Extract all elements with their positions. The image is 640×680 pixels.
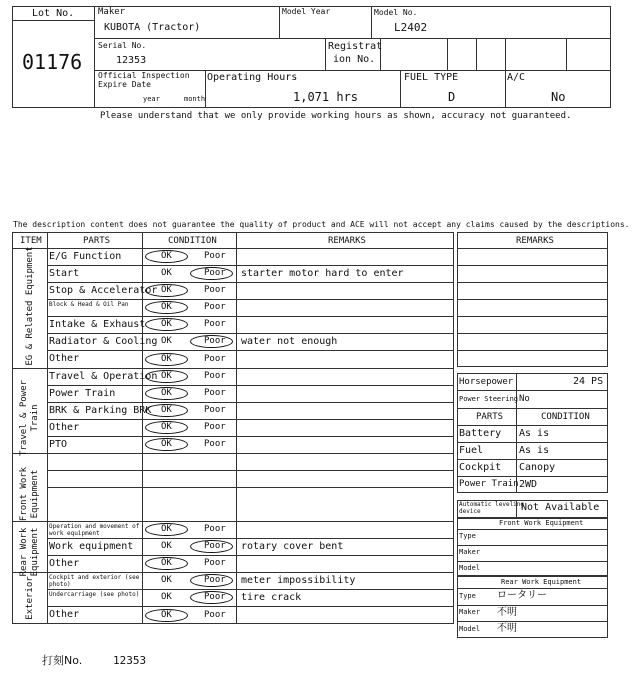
spec-item-value: 2WD <box>519 479 538 490</box>
row-part-label: Work equipment <box>49 541 134 552</box>
spec-item-label: Fuel <box>459 445 484 456</box>
ok-selected-circle <box>145 370 188 383</box>
stamp-value: 12353 <box>113 654 147 667</box>
registration-label-1: Registrat <box>328 41 383 52</box>
spec-item-label: Cockpit <box>459 462 502 473</box>
table-row <box>47 589 454 606</box>
condition-poor-option: Poor <box>204 268 226 278</box>
group-exterior-label: Exterior <box>25 576 35 620</box>
poor-selected-circle <box>190 591 233 604</box>
auto-level-value: Not Available <box>521 502 600 513</box>
table-row <box>47 368 454 385</box>
model-no-value: L2402 <box>394 21 428 34</box>
row-part-label: PTO <box>49 439 68 450</box>
ok-selected-circle <box>145 353 188 366</box>
spec-parts-header: PARTS <box>476 412 504 422</box>
table-row <box>47 248 454 265</box>
table-row <box>47 470 454 487</box>
month-label: month <box>184 95 206 103</box>
stamp-label: 打刻No. <box>42 654 83 667</box>
condition-poor-option: Poor <box>204 371 226 381</box>
table-row <box>47 385 454 402</box>
row-part-label: Radiator & Cooling <box>49 336 158 347</box>
row-remark: tire crack <box>241 592 302 603</box>
right-remarks-title: REMARKS <box>516 236 554 246</box>
condition-ok-option: OK <box>161 575 172 585</box>
row-part-label: Intake & Exhaust <box>49 319 146 330</box>
serial-value: 12353 <box>116 55 147 66</box>
ok-selected-circle <box>145 523 188 536</box>
rear-type-label: Type <box>459 592 476 600</box>
lot-label: Lot No. <box>32 8 75 19</box>
poor-selected-circle <box>190 267 233 280</box>
poor-selected-circle <box>190 540 233 553</box>
rear-maker-value: 不明 <box>497 607 517 618</box>
ok-selected-circle <box>145 250 188 263</box>
disclaimer-text: The description content does not guarantee the quality of product and ACE will not accept any claims caused by the descriptions. <box>13 220 630 229</box>
condition-ok-option: OK <box>161 541 172 551</box>
condition-ok-option: OK <box>161 422 172 432</box>
table-row <box>47 265 454 282</box>
condition-ok-option: OK <box>161 558 172 568</box>
inspection-label-2: Expire Date <box>98 80 151 89</box>
row-part-label: Start <box>49 268 80 279</box>
spec-item-label: Battery <box>459 428 502 439</box>
row-part-label: Stop & Accelerator <box>49 285 158 296</box>
hours-value: 1,071 hrs <box>293 90 359 104</box>
registration-label-2: ion No. <box>333 54 376 65</box>
fuel-label: FUEL TYPE <box>404 72 459 83</box>
rear-model-label: Model <box>459 625 481 633</box>
condition-poor-option: Poor <box>204 592 226 602</box>
condition-ok-option: OK <box>161 592 172 602</box>
condition-poor-option: Poor <box>204 388 226 398</box>
condition-poor-option: Poor <box>204 405 226 415</box>
auto-level-label-2: device <box>459 508 481 515</box>
group-rear-label: Rear Work Equipment <box>19 527 40 577</box>
table-row <box>47 453 454 470</box>
power-steering-label: Power Steering <box>459 395 519 403</box>
table-row <box>47 419 454 436</box>
row-part-label: BRK & Parking BRK <box>49 405 152 416</box>
row-part-label: Other <box>49 353 80 364</box>
table-row <box>47 402 454 419</box>
condition-poor-option: Poor <box>204 336 226 346</box>
row-part-label: E/G Function <box>49 251 122 262</box>
table-row <box>47 521 454 538</box>
row-remark: water not enough <box>241 336 338 347</box>
row-part-label: Other <box>49 422 80 433</box>
condition-poor-option: Poor <box>204 422 226 432</box>
row-part-label: Travel & Operation <box>49 371 158 382</box>
table-row <box>47 350 454 368</box>
spec-item-value: Canopy <box>519 462 556 473</box>
spec-item-label: Power Train <box>459 479 519 489</box>
horsepower-label: Horsepower <box>459 377 514 387</box>
hours-label: Operating Hours <box>207 72 298 83</box>
auto-level-label-1: Automatic leveling <box>459 501 525 508</box>
condition-poor-option: Poor <box>204 575 226 585</box>
condition-ok-option: OK <box>161 302 172 312</box>
maker-label: Maker <box>98 7 126 17</box>
table-row <box>47 282 454 299</box>
condition-poor-option: Poor <box>204 524 226 534</box>
ok-selected-circle <box>145 387 188 400</box>
col-condition-header: CONDITION <box>168 236 217 246</box>
table-row <box>47 316 454 333</box>
rear-maker-label: Maker <box>459 608 481 616</box>
table-row <box>47 299 454 316</box>
condition-ok-option: OK <box>161 336 172 346</box>
condition-ok-option: OK <box>161 610 172 620</box>
condition-ok-option: OK <box>161 285 172 295</box>
row-remark: rotary cover bent <box>241 541 344 552</box>
condition-ok-option: OK <box>161 388 172 398</box>
group-eg-label: EG & Related Equipment <box>25 246 35 366</box>
condition-ok-option: OK <box>161 524 172 534</box>
condition-ok-option: OK <box>161 319 172 329</box>
row-part-label: Cockpit and exterior (see photo) <box>49 574 140 588</box>
table-row <box>47 572 454 589</box>
group-travel-label: Travel & Power Train <box>19 380 40 456</box>
ok-selected-circle <box>145 284 188 297</box>
year-label: year <box>143 95 160 103</box>
front-type-label: Type <box>459 532 476 540</box>
table-row <box>47 555 454 572</box>
notice-text: Please understand that we only provide working hours as shown, accuracy not guaranteed. <box>100 111 572 121</box>
condition-poor-option: Poor <box>204 354 226 364</box>
ok-selected-circle <box>145 421 188 434</box>
spec-item-value: As is <box>519 445 550 456</box>
spec-item-value: As is <box>519 428 550 439</box>
row-part-label: Power Train <box>49 388 116 399</box>
ok-selected-circle <box>145 301 188 314</box>
row-part-label: Operation and movement of work equipment <box>49 523 140 537</box>
row-part-label: Block & Head & Oil Pan <box>49 301 129 308</box>
condition-poor-option: Poor <box>204 558 226 568</box>
row-remark: starter motor hard to enter <box>241 268 404 279</box>
group-front-label: Front Work Equipment <box>19 466 40 522</box>
col-item-header: ITEM <box>20 236 42 246</box>
condition-poor-option: Poor <box>204 541 226 551</box>
rear-equipment-title: Rear Work Equipment <box>501 578 582 586</box>
serial-label: Serial No. <box>98 41 147 50</box>
row-part-label: Other <box>49 558 80 569</box>
ok-selected-circle <box>145 438 188 451</box>
poor-selected-circle <box>190 335 233 348</box>
condition-poor-option: Poor <box>204 285 226 295</box>
ok-selected-circle <box>145 404 188 417</box>
front-model-label: Model <box>459 564 481 572</box>
table-row <box>47 487 454 521</box>
condition-ok-option: OK <box>161 371 172 381</box>
ok-selected-circle <box>145 609 188 622</box>
condition-ok-option: OK <box>161 268 172 278</box>
condition-poor-option: Poor <box>204 302 226 312</box>
poor-selected-circle <box>190 574 233 587</box>
lot-number: 01176 <box>22 50 83 74</box>
row-remark: meter impossibility <box>241 575 356 586</box>
model-year-label: Model Year <box>282 7 331 16</box>
col-remarks-header: REMARKS <box>328 236 366 246</box>
rear-model-value: 不明 <box>497 623 517 634</box>
condition-ok-option: OK <box>161 354 172 364</box>
condition-poor-option: Poor <box>204 610 226 620</box>
front-maker-label: Maker <box>459 548 481 556</box>
table-row <box>47 538 454 555</box>
row-part-label: Undercarriage (see photo) <box>49 591 140 598</box>
table-row <box>47 333 454 350</box>
maker-value: KUBOTA (Tractor) <box>104 22 201 33</box>
inspection-label-1: Official Inspection <box>98 71 190 80</box>
condition-ok-option: OK <box>161 251 172 261</box>
row-part-label: Other <box>49 609 80 620</box>
condition-ok-option: OK <box>161 405 172 415</box>
spec-condition-header: CONDITION <box>541 412 590 422</box>
horsepower-value: 24 PS <box>573 376 604 387</box>
ac-value: No <box>551 90 566 104</box>
condition-poor-option: Poor <box>204 319 226 329</box>
condition-poor-option: Poor <box>204 251 226 261</box>
table-row <box>47 436 454 453</box>
fuel-value: D <box>448 90 456 104</box>
front-equipment-title: Front Work Equipment <box>499 519 584 527</box>
model-no-label: Model No. <box>374 8 418 17</box>
ok-selected-circle <box>145 318 188 331</box>
condition-poor-option: Poor <box>204 439 226 449</box>
ok-selected-circle <box>145 557 188 570</box>
col-parts-header: PARTS <box>83 236 111 246</box>
condition-ok-option: OK <box>161 439 172 449</box>
table-row <box>47 606 454 624</box>
power-steering-value: No <box>519 394 530 404</box>
ac-label: A/C <box>507 72 526 83</box>
rear-type-value: ロータリー <box>497 590 547 601</box>
